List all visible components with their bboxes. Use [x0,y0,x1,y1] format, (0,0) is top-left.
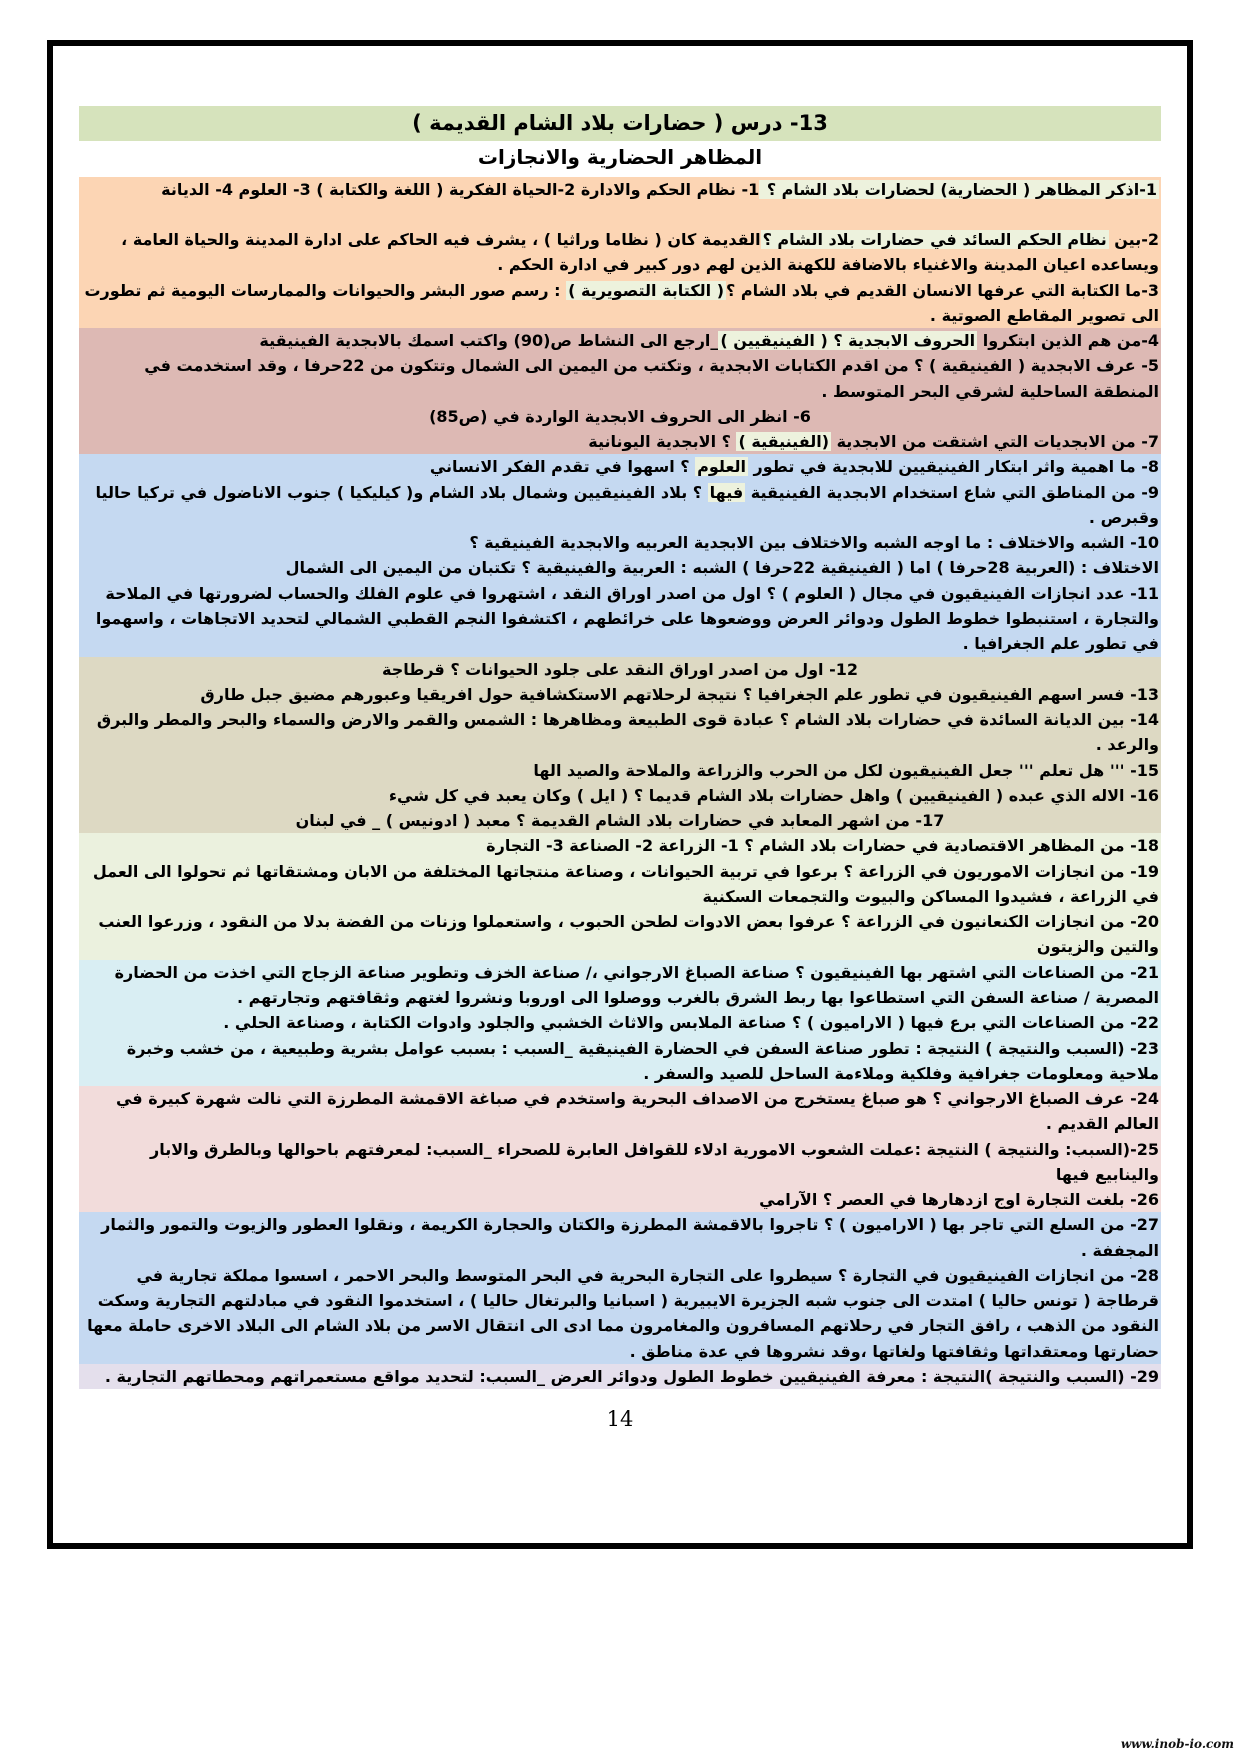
question-text: 16- الاله الذي عبده ( الفينيقيين ) واهل حضارات بلاد الشام قديما ؟ ( ايل ) وكان يعبد في كل شيء [388,785,1159,805]
question-text: 14- بين الديانة السائدة في حضارات بلاد الشام ؟ عبادة قوى الطبيعة ومظاهرها : الشمس والقمر والارض والسماء والبحر والمطر والبرق والرعد . [96,710,1159,755]
question-group-4 [79,657,1161,834]
question-row [79,758,1161,783]
question-text: 24- عرف الصباغ الارجواني ؟ هو صباغ يستخرج من الاصداف البحرية واستخدم في صباغة الاقمشة المطرزة التي نالت شهرة كبيرة في العالم القديم . [115,1089,1159,1134]
question-text: 19- من انجازات الاموريون في الزراعة ؟ برعوا في تربية الحيوانات ، وصناعة منتجاتها المختلفة من الابان ومشتقاتها ثم تحولوا الى العمل في الزراعة ، فشيدوا المساكن والبيوت والتجمعات السكنية [92,861,1159,906]
question-row [79,682,1161,707]
question-text: ؟ الابجدية اليونانية [588,432,737,452]
question-text: 29- (السبب والنتيجة )النتيجة : معرفة الفينيقيين خطوط الطول ودوائر العرض _السبب: لتحديد مواقع مستعمراتهم ومحطاتهم التجارية . [104,1366,1159,1386]
question-text: الاختلاف : (العربية 28حرفا ) اما ( الفينيقية 22حرفا ) الشبه : العربية والفينيقية ؟ تكتبان من اليمين الى الشمال [285,558,1159,578]
question-row [79,227,1161,278]
question-row [79,328,1161,353]
question-row [79,859,1161,910]
questions-list [79,177,1161,1389]
question-row [79,581,1161,657]
question-text: القديمة كان ( نظاما وراثيا ) ، يشرف فيه الحاكم على ادارة المدينة والحياة العامة ، ويساعده اعيان المدينة والاغنياء بالاضافة للكهنة الذين لهم دور كبير في ادارة الحكم . [121,230,1159,275]
highlighted-text: العلوم [697,457,746,477]
question-row [79,1010,1161,1035]
question-row [79,960,1161,1011]
question-group-2 [79,328,1161,454]
lesson-subtitle: المظاهر الحضارية والانجازات [79,141,1161,177]
question-text: 22- من الصناعات التي برع فيها ( الاراميون ) ؟ صناعة الملابس والاثاث الخشبي والجلود وادوات الكتابة ، وصناعة الحلي . [223,1013,1159,1033]
question-row [79,1212,1161,1263]
question-group-6 [79,960,1161,1086]
question-row [79,707,1161,758]
question-row [79,353,1161,404]
question-text: 23- (السبب والنتيجة ) النتيجة : تطور صناعة السفن في الحضارة الفينيقية _السبب : بسبب عوامل بشرية وطبيعية ، من خشب وخبرة ملاحية ومعلومات جغرافية وفلكية وملاءمة الساحل للصيد والسفر . [126,1038,1159,1083]
question-text: 12- اول من اصدر اوراق النقد على جلود الحيوانات ؟ قرطاجة [382,659,858,679]
question-text: 10- الشبه والاختلاف : ما اوجه الشبه والاختلاف بين الابجدية العربيه والابجدية الفينيقية ؟ [469,533,1159,553]
question-row [79,555,1161,580]
question-text: 21- من الصناعات التي اشتهر بها الفينيقيون ؟ صناعة الصباغ الارجواني ،/ صناعة الخزف وتطوير صناعة الزجاج التي اخذت من الحضارة المصرية / صناعة السفن التي استطاعوا بها ربط الشرق بالغرب ووصلوا الى اوروبا ونشروا لغتهم وثقافتهم وتجارتهم . [114,962,1159,1007]
question-text: 15- ''' هل تعلم ''' جعل الفينيقيون لكل من الحرب والزراعة والملاحة والصيد الها [533,760,1159,780]
question-row [79,1137,1161,1188]
question-text: 11- عدد انجازات الفينيقيون في مجال ( العلوم ) ؟ اول من اصدر اوراق النقد ، اشتهروا في علوم الفلك والحساب لضرورتها في الملاحة والتجارة ، استنبطوا خطوط الطول ودوائر العرض ووضعوها على خرائطهم ، اكتشفوا النجم القطبي الشمالي لتحديد الاتجاهات ، واسهموا في تطور علم الجغرافيا . [95,583,1159,654]
question-row [79,454,1161,479]
question-text: 28- من انجازات الفينيقيون في التجارة ؟ سيطروا على التجارة البحرية في البحر المتوسط والبحر الاحمر ، اسسوا مملكة تجارية في قرطاجة ( تونس حاليا ) امتدت الى جنوب شبه الجزيرة الايبيرية ( اسبانيا والبرتغال حاليا ) ، استخدموا النقود في مبادلتهم التجارية وسكت النقود من الذهب ، رافق التجار في رحلاتهم المسافرون والمغامرون مما ادى الى انتقال الاسر من بلاد الشام الى البلاد الاخرى حاملة معها حضارتها ومعتقداتها وثقافتها ولغاتها ،وقد نشروها في عدة مناطق . [87,1265,1159,1361]
question-group-9 [79,1364,1161,1389]
question-text: 6- انظر الى الحروف الابجدية الواردة في (ص85) [429,406,811,426]
question-text: 8- ما اهمية واثر ابتكار الفينيقيين للابجدية في تطور [747,457,1159,477]
page-number: 14 [606,1407,634,1432]
question-row [79,1263,1161,1364]
question-text: 13- فسر اسهم الفينيقيون في تطور علم الجغرافيا ؟ نتيجة لرحلاتهم الاستكشافية حول افريقيا وعبورهم مضيق جبل طارق [200,684,1159,704]
document-content [53,46,1187,1436]
question-row [79,404,1161,429]
question-text: 26- بلغت التجارة اوج ازدهارها في العصر ؟ الآرامي [759,1190,1159,1210]
question-text: _ارجع الى النشاط ص(90) واكتب اسمك بالابجدية الفينيقية [259,331,719,351]
question-text: 4-من هم الذين ابتكروا [977,331,1159,351]
highlighted-text: الحروف الابجدية ؟ ( الفينيقيين ) [720,331,976,351]
highlighted-text: فيها [709,482,744,502]
question-text: 25-(السبب: والنتيجة ) النتيجة :عملت الشعوب الامورية ادلاء للقوافل العابرة للصحراء _السبب: لمعرفتهم باحوالها وبالطرق والابار والينابيع فيها [149,1139,1159,1184]
question-group-3 [79,454,1161,656]
question-row [79,1036,1161,1087]
page-border-frame [47,40,1193,1549]
question-group-1 [79,177,1161,328]
question-text: 3-ما الكتابة التي عرفها الانسان القديم في بلاد الشام ؟ [726,280,1159,300]
question-row [79,278,1161,329]
question-text: 27- من السلع التي تاجر بها ( الاراميون ) ؟ تاجروا بالاقمشة المطرزة والكتان والحجارة الكريمة ، ونقلوا العطور والزيوت والتمور والثمار المجففة . [101,1215,1159,1260]
question-group-5 [79,833,1161,959]
question-text: 18- من المظاهر الاقتصادية في حضارات بلاد الشام ؟ 1- الزراعة 2- الصناعة 3- التجارة [486,836,1159,856]
question-group-8 [79,1212,1161,1364]
question-text: 9- من المناطق التي شاع استخدام الابجدية الفينيقية [745,482,1159,502]
question-row [79,808,1161,833]
question-text: 2-بين [1108,230,1159,250]
question-text: 20- من انجازات الكنعانيون في الزراعة ؟ عرفوا بعض الادوات لطحن الحبوب ، واستعملوا وزنات من الفضة بدلا من النقود ، وزرعوا العنب والتين والزيتون [98,912,1159,957]
question-text: 17- من اشهر المعابد في حضارات بلاد الشام القديمة ؟ معبد ( ادونيس ) _ في لبنان [295,811,945,831]
question-row [79,783,1161,808]
question-row [79,177,1161,202]
highlighted-text: ( الكتابة التصويرية ) [568,280,724,300]
question-row [79,833,1161,858]
highlighted-text: (الفينيقية ) [738,432,830,452]
question-text: : رسم صور البشر والحيوانات والممارسات اليومية ثم تطورت الى تصوير المقاطع الصوتية . [84,280,1159,325]
watermark-url: www.inob-io.com [1120,1737,1234,1751]
question-row [79,429,1161,454]
question-row [79,1086,1161,1137]
question-row [79,480,1161,531]
question-text: ؟ بلاد الفينيقيين وشمال بلاد الشام و( كيليكيا ) جنوب الاناضول في تركيا حاليا وقبرص . [95,482,1159,527]
question-text: ؟ اسهوا في تقدم الفكر الانساني [429,457,696,477]
question-text: 7- من الابجديات التي اشتقت من الابجدية [831,432,1159,452]
highlighted-text: نظام الحكم السائد في حضارات بلاد الشام ؟ [762,230,1107,250]
highlighted-text: 1-اذكر المظاهر ( الحضارية) لحضارات بلاد الشام ؟ [761,179,1157,199]
lesson-title: 13- درس ( حضارات بلاد الشام القديمة ) [79,106,1161,141]
question-row [79,1364,1161,1389]
question-group-7 [79,1086,1161,1212]
question-text: 1- نظام الحكم والادارة 2-الحياة الفكرية ( اللغة والكتابة ) 3- العلوم 4- الديانة [161,179,760,199]
question-row [79,657,1161,682]
question-row [79,1187,1161,1212]
question-row [79,530,1161,555]
question-text: 5- عرف الابجدية ( الفينيقية ) ؟ من اقدم الكتابات الابجدية ، وتكتب من اليمين الى الشمال وتتكون من 22حرفا ، وقد استخدمت في المنطقة الساحلية لشرقي البحر المتوسط . [144,356,1159,401]
question-row [79,909,1161,960]
